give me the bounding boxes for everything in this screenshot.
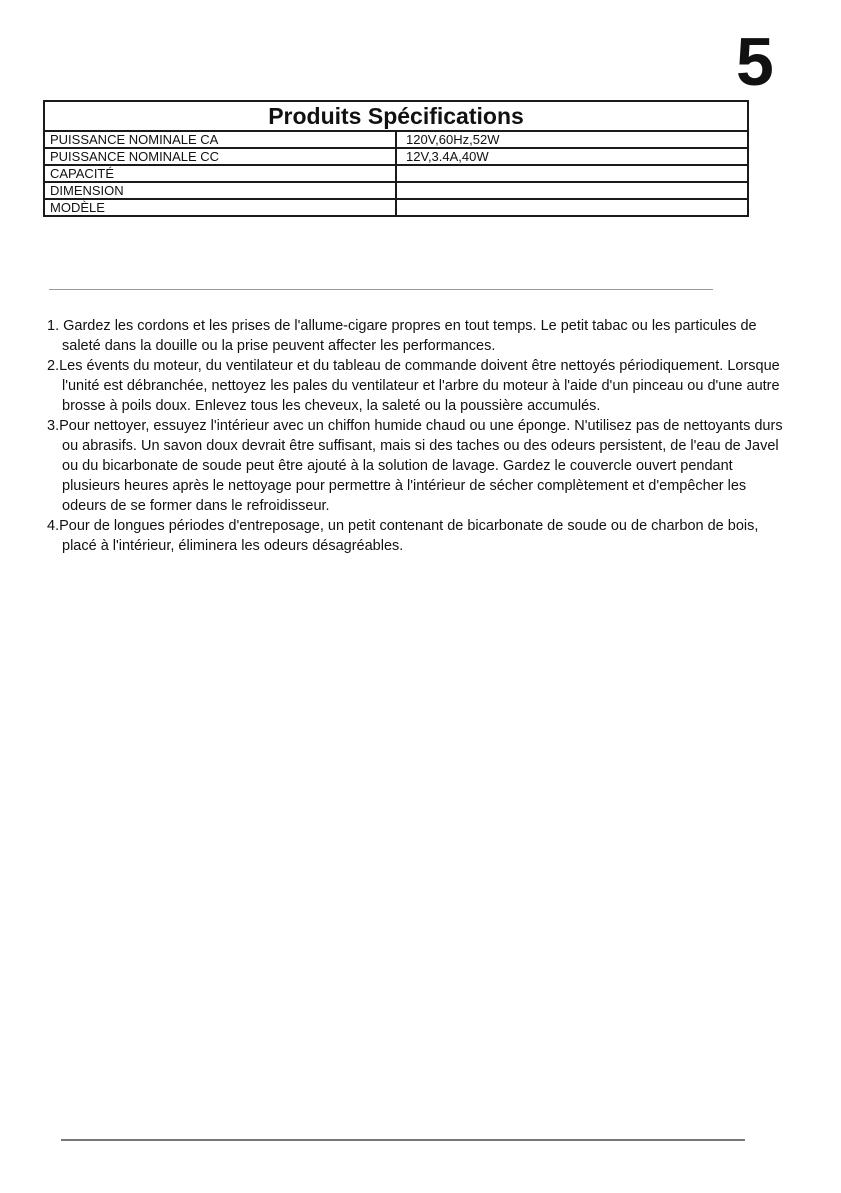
specifications-table xyxy=(43,100,749,217)
spec-label: PUISSANCE NOMINALE CA xyxy=(44,131,396,148)
spec-value: 120V,60Hz,52W xyxy=(396,131,748,148)
spec-value xyxy=(396,199,748,216)
specifications-title: Produits Spécifications xyxy=(44,101,748,131)
page-number: 5 xyxy=(736,24,774,100)
instruction-item: 3.Pour nettoyer, essuyez l'intérieur avec un chiffon humide chaud ou une éponge. N'utilisez pas de nettoyants durs ou abrasifs. Un savon doux devrait être suffisant, mais si des taches ou des odeurs persistent, de l'eau de Javel ou du bicarbonate de soude peut être ajouté à la solution de lavage. Gardez le couvercle ouvert pendant plusieurs heures après le nettoyage pour permettre à l'intérieur de sécher complètement et d'empêcher les odeurs de se former dans le refroidisseur. xyxy=(47,418,783,514)
spec-label: CAPACITÉ xyxy=(44,165,396,182)
instruction-item: 1. Gardez les cordons et les prises de l'allume-cigare propres en tout temps. Le petit tabac ou les particules de saleté dans la douille ou la prise peuvent affecter les performances. xyxy=(47,318,757,354)
spec-label: DIMENSION xyxy=(44,182,396,199)
spec-row-ac-power xyxy=(44,131,748,148)
spec-row-model xyxy=(44,199,748,216)
footer-divider xyxy=(61,1139,745,1141)
spec-value xyxy=(396,165,748,182)
section-divider xyxy=(49,289,713,290)
spec-value xyxy=(396,182,748,199)
spec-label: MODÈLE xyxy=(44,199,396,216)
spec-label: PUISSANCE NOMINALE CC xyxy=(44,148,396,165)
spec-row-dimension xyxy=(44,182,748,199)
spec-row-capacity xyxy=(44,165,748,182)
spec-value: 12V,3.4A,40W xyxy=(396,148,748,165)
cleaning-instructions-list xyxy=(47,316,787,556)
instruction-item: 2.Les évents du moteur, du ventilateur et du tableau de commande doivent être nettoyés périodiquement. Lorsque l'unité est débranchée, nettoyez les pales du ventilateur et l'arbre du moteur à l'aide d'un pinceau ou d'une autre brosse à poils doux. Enlevez tous les cheveux, la saleté ou la poussière accumulés. xyxy=(47,358,780,414)
spec-row-dc-power xyxy=(44,148,748,165)
instruction-item: 4.Pour de longues périodes d'entreposage, un petit contenant de bicarbonate de soude ou de charbon de bois, placé à l'intérieur, éliminera les odeurs désagréables. xyxy=(47,518,759,554)
